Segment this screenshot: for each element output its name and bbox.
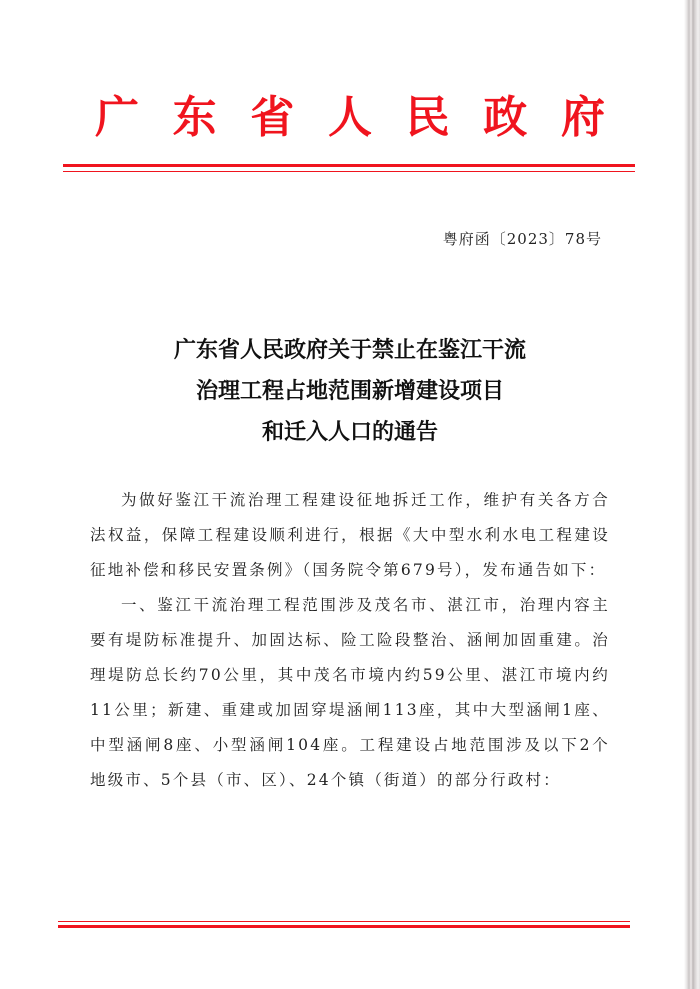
body-paragraph-section-1: 一、鉴江干流治理工程范围涉及茂名市、湛江市，治理内容主要有堤防标准提升、加固达标、险工险段整治、涵闸加固重建。治理堤防总长约70公里，其中茂名市境内约59公里、湛江市境内约11公里；新建、重建或加固穿堤涵闸113座，其中大型涵闸1座、中型涵闸8座、小型涵闸104座。工程建设占地范围涉及以下2个地级市、5个县（市、区）、24个镇（街道）的部分行政村： (90, 596, 610, 789)
masthead-char: 政 (483, 92, 528, 143)
masthead-char: 人 (327, 92, 372, 143)
header-red-rule-thick (63, 164, 635, 167)
title-line: 治理工程占地范围新增建设项目 (195, 378, 504, 404)
title-line: 和迁入人口的通告 (261, 419, 438, 445)
masthead-char: 广 (95, 92, 139, 143)
body-paragraph-intro: 为做好鉴江干流治理工程建设征地拆迁工作，维护有关各方合法权益，保障工程建设顺利进行，根据《大中型水利水电工程建设征地补偿和移民安置条例》（国务院令第679号），发布通告如下： (90, 491, 610, 579)
masthead-char: 民 (405, 92, 450, 143)
document-body (90, 483, 610, 798)
footer-red-rule-thin (58, 921, 630, 922)
masthead-issuer (95, 88, 605, 148)
masthead-char: 府 (560, 92, 605, 143)
masthead-char: 东 (172, 92, 217, 143)
page-binding-edge (684, 0, 700, 989)
masthead-char: 省 (250, 92, 295, 143)
document-title (80, 330, 620, 453)
title-line: 广东省人民政府关于禁止在鉴江干流 (173, 337, 526, 363)
document-number: 粤府函〔2023〕78号 (442, 230, 602, 248)
header-red-rule-thin (63, 171, 635, 172)
footer-red-rule-thick (58, 925, 630, 928)
